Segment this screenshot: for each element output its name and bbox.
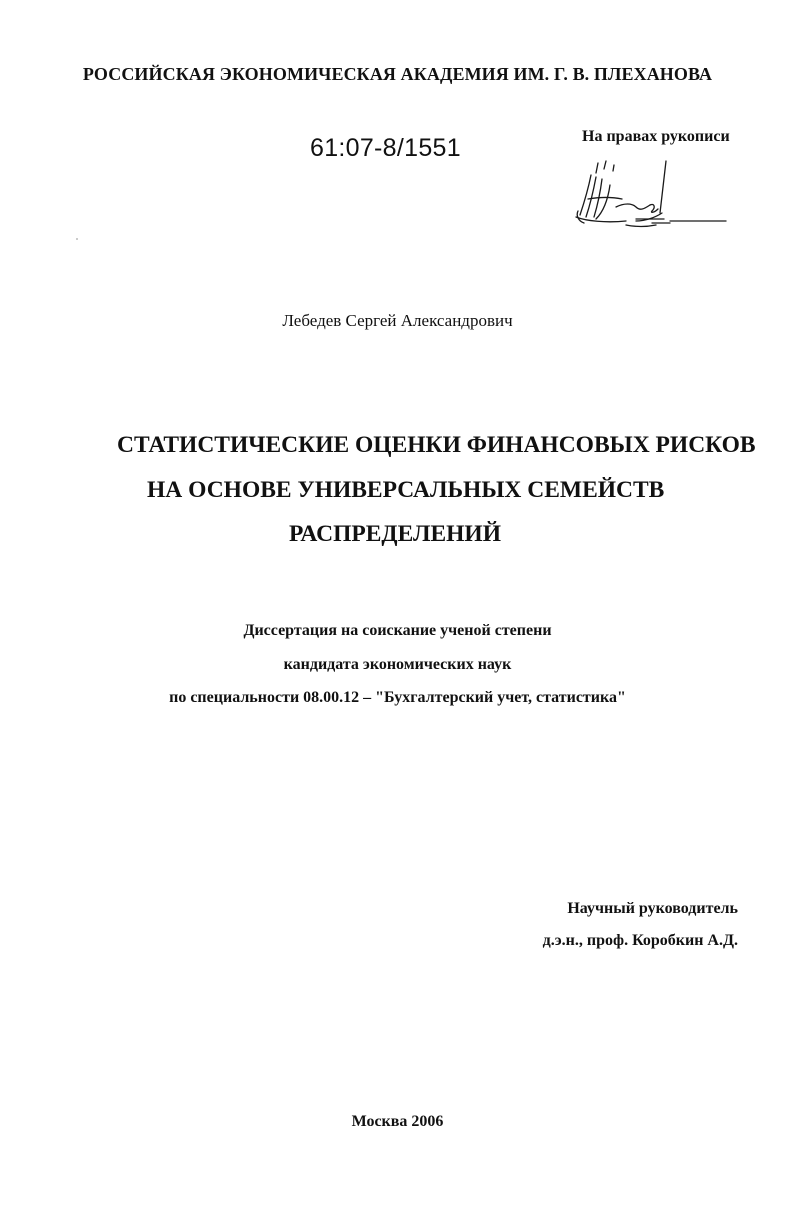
handwritten-signature <box>566 155 746 235</box>
institution-name: РОССИЙСКАЯ ЭКОНОМИЧЕСКАЯ АКАДЕМИЯ ИМ. Г. В. ПЛЕХАНОВА <box>82 64 713 84</box>
degree-statement-line-3: по специальности 08.00.12 – "Бухгалтерский учет, статистика" <box>169 689 626 706</box>
degree-statement-line-2: кандидата экономических наук <box>283 656 512 673</box>
advisor-name: д.э.н., проф. Коробкин А.Д. <box>542 932 738 949</box>
scan-speck <box>76 238 78 240</box>
dissertation-title-line-2: НА ОСНОВЕ УНИВЕРСАЛЬНЫХ СЕМЕЙСТВ <box>147 477 665 503</box>
advisor-role: Научный руководитель <box>567 900 738 917</box>
dissertation-title-line-1: СТАТИСТИЧЕСКИЕ ОЦЕНКИ ФИНАНСОВЫХ РИСКОВ <box>117 432 756 458</box>
city-year: Москва 2006 <box>351 1113 444 1130</box>
degree-statement-line-1: Диссертация на соискание ученой степени <box>243 622 552 639</box>
author-name: Лебедев Сергей Александрович <box>282 311 513 330</box>
catalog-number: 61:07-8/1551 <box>310 134 461 162</box>
dissertation-title-line-3: РАСПРЕДЕЛЕНИЙ <box>289 521 501 547</box>
manuscript-rights-note: На правах рукописи <box>582 128 730 145</box>
